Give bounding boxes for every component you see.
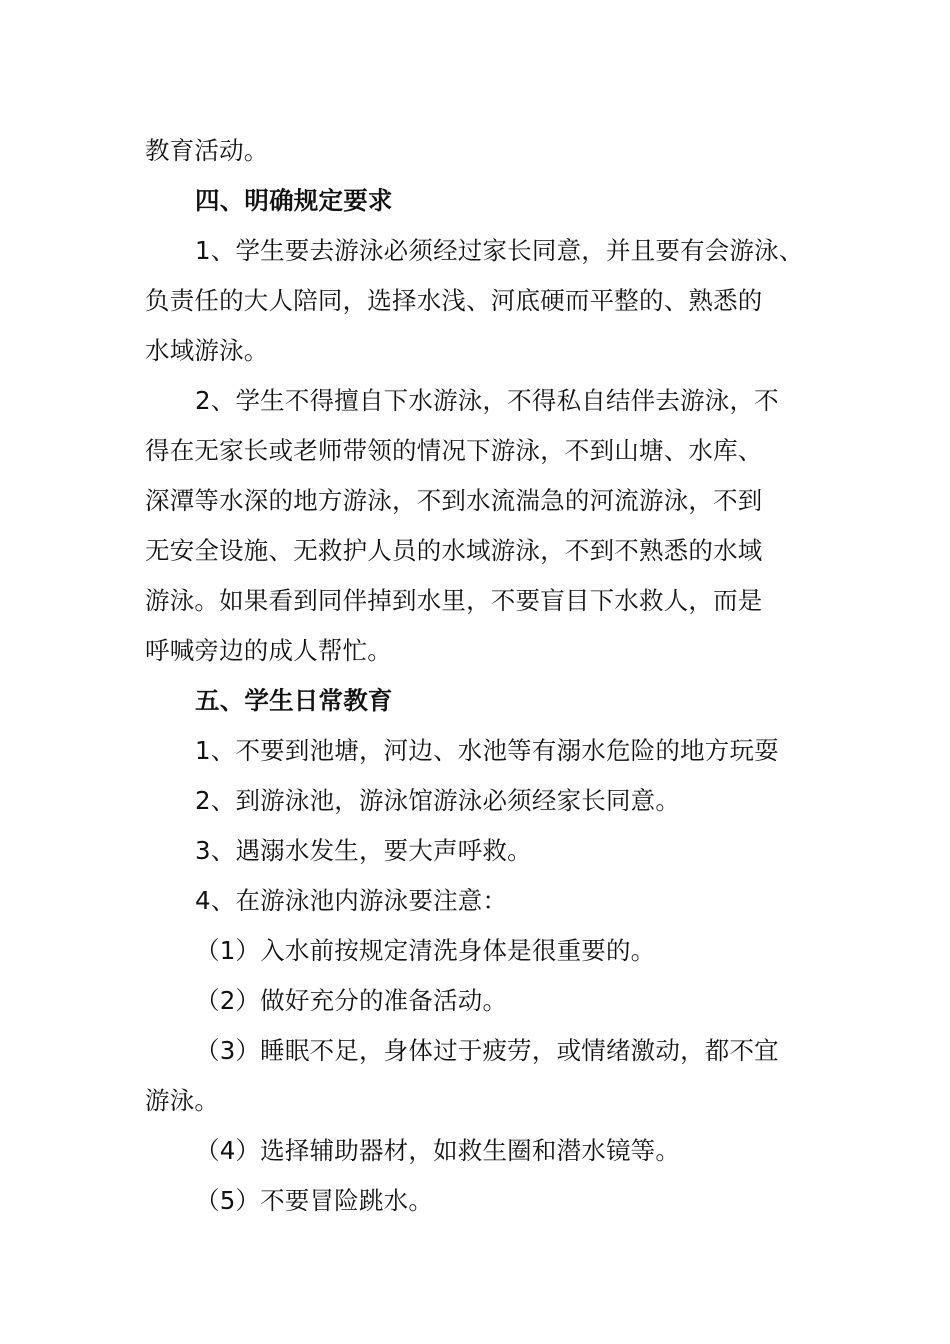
sub-list-item: （2）做好充分的准备活动。 <box>195 986 508 1015</box>
sub-list-item: （1）入水前按规定清洗身体是很重要的。 <box>195 936 656 965</box>
paragraph-line: 无安全设施、无救护人员的水域游泳，不到不熟悉的水域 <box>145 536 763 565</box>
sub-list-item: （4）选择辅助器材，如救生圈和潜水镜等。 <box>195 1136 681 1165</box>
list-item: 1、不要到池塘，河边、水池等有溺水危险的地方玩耍 <box>195 736 779 765</box>
paragraph-line: 游泳。如果看到同伴掉到水里，不要盲目下水救人，而是 <box>145 586 763 615</box>
section-heading: 四、明确规定要求 <box>195 186 393 215</box>
list-item: 2、到游泳池，游泳馆游泳必须经家长同意。 <box>195 786 681 815</box>
paragraph-line: 水域游泳。 <box>145 336 269 365</box>
document-body <box>145 126 825 1226</box>
paragraph-line: 2、学生不得擅自下水游泳，不得私自结伴去游泳，不 <box>195 386 779 415</box>
paragraph-line: 得在无家长或老师带领的情况下游泳，不到山塘、水库、 <box>145 436 763 465</box>
paragraph-line: 负责任的大人陪同，选择水浅、河底硬而平整的、熟悉的 <box>145 286 763 315</box>
list-item: 4、在游泳池内游泳要注意： <box>195 886 508 915</box>
list-item: 3、遇溺水发生，要大声呼救。 <box>195 836 532 865</box>
paragraph-line: 呼喊旁边的成人帮忙。 <box>145 636 392 665</box>
paragraph-line: 游泳。 <box>145 1086 220 1115</box>
paragraph-line: 深潭等水深的地方游泳，不到水流湍急的河流游泳，不到 <box>145 486 763 515</box>
sub-list-item: （5）不要冒险跳水。 <box>195 1186 434 1215</box>
paragraph-line: 1、学生要去游泳必须经过家长同意，并且要有会游泳、 <box>195 236 804 265</box>
section-heading: 五、学生日常教育 <box>195 686 393 715</box>
sub-list-item: （3）睡眠不足，身体过于疲劳，或情绪激动，都不宜 <box>195 1036 779 1065</box>
paragraph-line: 教育活动。 <box>145 136 269 165</box>
